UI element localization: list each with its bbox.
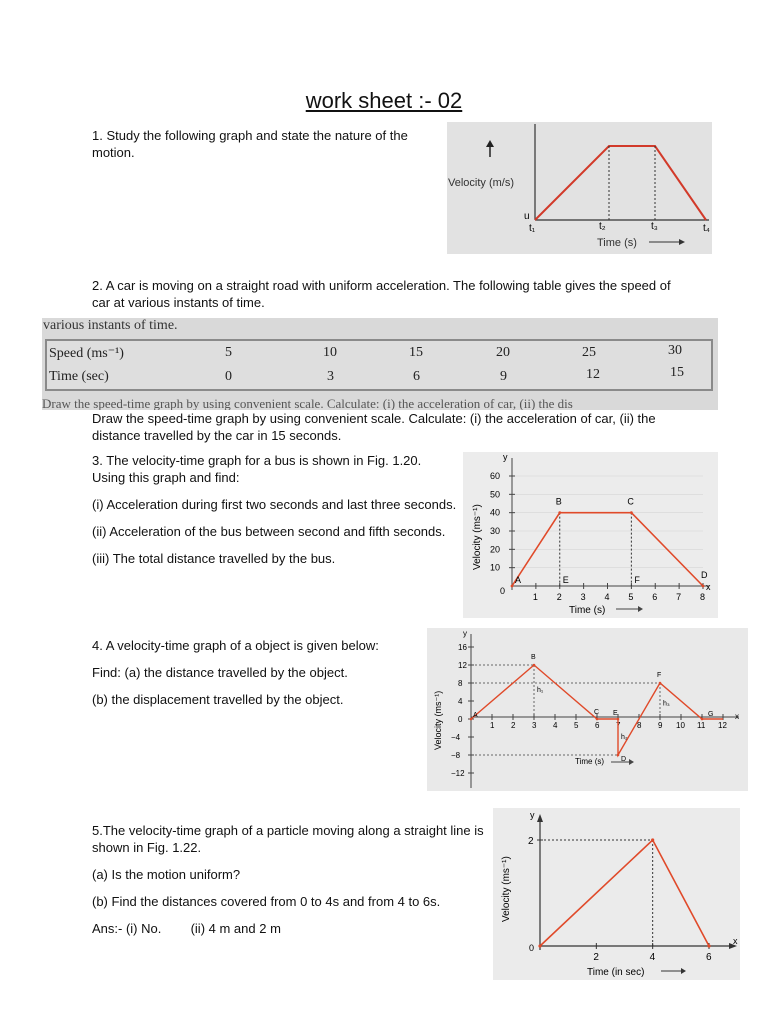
y-tick-label: 0 [458,715,463,724]
foot-label: F [634,575,640,585]
bus-velocity-graph [463,452,718,618]
speed-cell: 25 [582,345,596,360]
q3-origin: 0 [500,586,506,596]
y-tick-label: 12 [458,661,467,670]
data-point [659,682,662,685]
x-tick-label: 4 [649,952,656,963]
y-tick-label: 8 [458,679,463,688]
q1-ylabel: Velocity (m/s) [448,177,515,189]
x-tick-label: 9 [658,721,663,730]
time-cell: 6 [413,369,420,384]
x-tick-label: 8 [700,592,706,602]
x-tick-label: 10 [676,721,685,730]
height-label: h₂ [621,734,628,741]
q1-t1-label: t₁ [529,223,536,234]
q1-graph [447,122,712,254]
y-tick-label: −12 [451,769,465,778]
point-label: E [613,710,618,717]
point-label: B [531,654,536,661]
table-photo-top-text: various instants of time. [43,318,178,333]
question-3 [92,452,457,576]
q3-ylabel: Velocity (ms⁻¹) [472,504,483,570]
x-tick-label: 6 [706,952,712,963]
time-cell: 15 [670,365,684,380]
question-3-item: (ii) Acceleration of the bus between second and fifth seconds. [92,524,446,539]
y-tick-label: 40 [490,507,501,518]
question-4-item: Find: (a) the distance travelled by the object. [92,665,348,680]
q5-xlabel: Time (in sec) [587,967,645,978]
question-2-text: 2. A car is moving on a straight road with uniform acceleration. The following table gives the speed of car at various instants of time. [92,278,671,310]
speed-cell: 30 [668,343,682,358]
x-tick-label: 7 [616,721,621,730]
x-tick-label: 3 [580,592,586,602]
x-tick-label: 5 [628,592,634,602]
y-tick-label: 30 [490,526,501,536]
object-velocity-graph [427,628,748,791]
data-point [558,511,561,514]
x-tick-label: 3 [532,721,537,730]
q1-xlabel: Time (s) [597,237,637,249]
speed-row [47,343,711,365]
point-label: G [708,711,714,718]
height-label: h₁ [537,687,544,694]
x-tick-label: 7 [676,592,682,602]
data-point [511,585,514,588]
data-point [617,754,620,757]
q4-axis-y: y [463,629,467,638]
y-tick-label: 4 [458,697,463,706]
page-title: work sheet :- 02 [305,88,463,113]
data-point [702,585,705,588]
question-3-item: (iii) The total distance travelled by the bus. [92,551,336,566]
x-tick-label: 1 [532,592,538,602]
data-point [701,718,704,721]
height-label: h₃ [663,700,670,708]
point-label: C [594,709,600,716]
q5-origin: 0 [529,943,535,953]
x-tick-label: 4 [604,592,610,602]
time-label: Time (sec) [49,369,109,384]
q1-t3-label: t₃ [651,221,658,232]
question-4-item: (b) the displacement travelled by the object. [92,692,344,707]
data-point [538,944,541,947]
point-label: A [515,575,522,585]
q1-t4-label: t₄ [703,223,710,234]
question-5-item: (b) Find the distances covered from 0 to 4s and from 4 to 6s. [92,894,441,909]
q4-xlabel: Time (s) [575,757,605,766]
q5-ylabel: Velocity (ms⁻¹) [501,856,512,922]
point-label: A [473,712,478,719]
answer-label: Ans:- (i) No. [92,921,162,936]
time-cell: 9 [500,369,507,384]
point-label: B [555,496,562,507]
data-point [470,718,473,721]
speed-cell: 15 [409,345,423,360]
x-tick-label: 1 [490,721,495,730]
time-row [47,367,711,389]
answer-value: (ii) 4 m and 2 m [190,921,281,936]
y-tick-label: 16 [458,643,467,652]
particle-velocity-graph [493,808,740,980]
question-4-intro: 4. A velocity-time graph of a object is given below: [92,638,379,653]
q3-xlabel: Time (s) [569,605,606,616]
y-tick-label: 10 [490,562,501,573]
x-tick-label: 4 [553,721,558,730]
question-1-text: 1. Study the following graph and state the nature of the motion. [92,128,408,160]
x-tick-label: 6 [652,592,658,602]
speed-cell: 5 [225,345,232,360]
q1-u-label: u [524,211,530,222]
question-5-answer [92,920,484,937]
time-cell: 12 [586,367,600,382]
point-label: D [701,570,708,580]
q5-axis-y: y [530,810,535,820]
data-point [533,664,536,667]
y-tick-label: 60 [490,471,501,481]
question-2-instruction: Draw the speed-time graph by using convenient scale. Calculate: (i) the acceleration of car, (ii) the distance travelled by the car in 15 seconds. [92,411,656,443]
speed-time-table [45,339,713,391]
x-tick-label: 12 [718,721,727,730]
question-3-intro: 3. The velocity-time graph for a bus is shown in Fig. 1.20. Using this graph and find: [92,453,422,485]
point-label: F [657,672,662,679]
data-point [707,944,710,947]
q3-axis-x: x [706,582,711,592]
x-tick-label: 6 [595,721,600,730]
y-tick-label: −4 [451,733,461,742]
x-tick-label: 2 [511,721,516,730]
q1-t2-label: t₂ [599,221,606,232]
point-label: D [621,756,627,763]
question-4 [92,637,422,717]
y-tick-label: 50 [490,489,501,500]
x-tick-label: 2 [593,952,599,963]
speed-label: Speed (ms⁻¹) [49,346,124,361]
y-tick-label: 2 [528,836,534,847]
speed-cell: 20 [496,345,510,360]
question-2 [92,277,692,320]
data-point [630,511,633,514]
question-5-item: (a) Is the motion uniform? [92,867,241,882]
question-5-intro: 5.The velocity-time graph of a particle moving along a straight line is shown in Fig. 1.22. [92,823,484,855]
table-photo-bottom-text: Draw the speed-time graph by using convenient scale. Calculate: (i) the acceleration of car, (ii) the dis [42,396,573,410]
data-point [596,718,599,721]
data-point [651,838,654,841]
q3-axis-y: y [503,452,508,462]
y-tick-label: −8 [451,751,461,760]
q4-axis-x: x [735,712,739,721]
point-label: C [627,496,634,507]
question-3-item: (i) Acceleration during first two seconds and last three seconds. [92,497,457,512]
question-2-continued [92,410,692,453]
time-cell: 3 [327,369,334,384]
q5-axis-x: x [733,936,738,946]
y-tick-label: 20 [490,544,501,555]
speed-time-table-photo [42,318,718,410]
x-tick-label: 8 [637,721,642,730]
speed-cell: 10 [323,345,337,360]
time-cell: 0 [225,369,232,384]
x-tick-label: 2 [556,592,562,602]
x-tick-label: 11 [697,721,706,730]
x-tick-label: 5 [574,721,579,730]
q4-ylabel: Velocity (ms⁻¹) [433,690,443,750]
question-5 [92,822,484,946]
foot-label: E [562,575,569,585]
data-point [617,718,620,721]
question-1 [92,127,432,170]
